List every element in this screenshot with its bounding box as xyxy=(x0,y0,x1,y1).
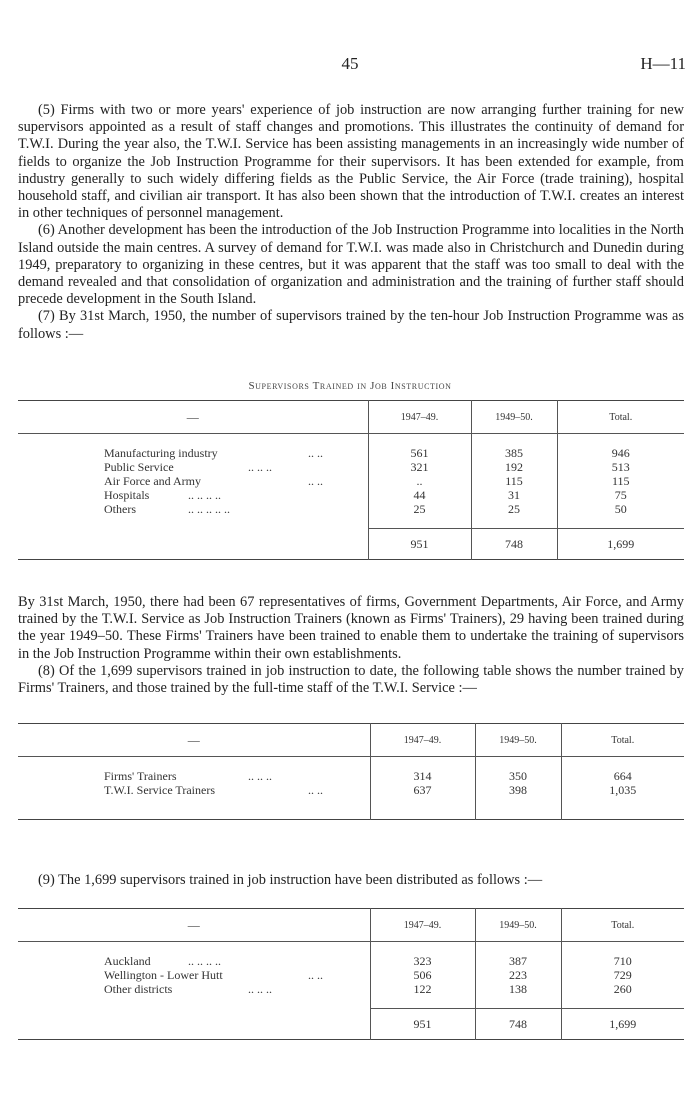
paragraph-9-block xyxy=(18,872,684,889)
cell-total: 710 xyxy=(561,954,684,968)
table1-header-1949-50: 1949–50. xyxy=(471,401,557,434)
leader-dots: .. .. .. .. .. xyxy=(188,502,230,516)
cell-1947-49: 321 xyxy=(368,460,471,474)
row-label: Hospitals xyxy=(104,488,150,502)
table2-header-label: — xyxy=(18,724,370,757)
row-label: Firms' Trainers xyxy=(104,769,177,783)
row-label: Air Force and Army xyxy=(104,474,201,488)
cell-1947-49: 561 xyxy=(368,446,471,460)
paragraphs-after-table1 xyxy=(18,594,684,697)
row-label: T.W.I. Service Trainers xyxy=(104,783,215,797)
cell-1949-50: 223 xyxy=(475,968,561,982)
table2-header-total: Total. xyxy=(561,724,684,757)
totals-row xyxy=(18,1009,684,1040)
row-label: Others xyxy=(104,502,136,516)
table3-header-1947-49: 1947–49. xyxy=(370,909,475,942)
total-1949-50: 748 xyxy=(471,529,557,560)
total-1947-49: 951 xyxy=(370,1009,475,1040)
table-row xyxy=(18,460,684,474)
table-row xyxy=(18,769,684,783)
table1-caption: Supervisors Trained in Job Instruction xyxy=(248,380,452,392)
cell-1949-50: 387 xyxy=(475,954,561,968)
leader-dots: .. .. .. .. xyxy=(188,954,221,968)
paragraph-7: (7) By 31st March, 1950, the number of supervisors trained by the ten-hour Job Instruction Programme was as follows :— xyxy=(18,308,684,342)
table-row xyxy=(18,968,684,982)
row-label: Other districts xyxy=(104,982,173,996)
cell-1947-49: 44 xyxy=(368,488,471,502)
row-label: Manufacturing industry xyxy=(104,446,218,460)
leader-dots: .. .. xyxy=(308,474,323,488)
cell-1947-49: 506 xyxy=(370,968,475,982)
leader-dots: .. .. .. .. xyxy=(188,488,221,502)
cell-total: 946 xyxy=(557,446,684,460)
table1-header-1947-49: 1947–49. xyxy=(368,401,471,434)
row-label: Auckland xyxy=(104,954,151,968)
paragraph-trainers: By 31st March, 1950, there had been 67 representatives of firms, Government Departments, Air Force, and Army trained by the T.W.I. Service as Job Instruction Trainers (known as Firms' Trainers), 29 having been trained during the year 1949–50. These Firms' Trainers have been trained to enable them to undertake the training of supervisors in the Job Instruction Programme within their own establishments. xyxy=(18,594,684,662)
table-row xyxy=(18,488,684,502)
cell-1947-49: 122 xyxy=(370,982,475,996)
paragraph-8: (8) Of the 1,699 supervisors trained in job instruction to date, the following table shows the number trained by Firms' Trainers, and those trained by the full-time staff of the T.W.I. Service :— xyxy=(18,662,684,697)
cell-1947-49: 637 xyxy=(370,783,475,797)
table1-header-total: Total. xyxy=(557,401,684,434)
table2-header-1947-49: 1947–49. xyxy=(370,724,475,757)
cell-1947-49: 314 xyxy=(370,769,475,783)
cell-1947-49: .. xyxy=(368,474,471,488)
cell-1949-50: 398 xyxy=(475,783,561,797)
table-row xyxy=(18,502,684,516)
table-row xyxy=(18,474,684,488)
paragraphs-5-7 xyxy=(18,102,684,343)
cell-1949-50: 31 xyxy=(471,488,557,502)
table-supervisors-trained xyxy=(18,400,684,560)
paragraph-9: (9) The 1,699 supervisors trained in job instruction have been distributed as follows :— xyxy=(38,872,543,888)
table2-header-1949-50: 1949–50. xyxy=(475,724,561,757)
total-overall: 1,699 xyxy=(561,1009,684,1040)
total-1947-49: 951 xyxy=(368,529,471,560)
table3-header-1949-50: 1949–50. xyxy=(475,909,561,942)
table3-header-total: Total. xyxy=(561,909,684,942)
page-number: 45 xyxy=(341,54,359,73)
cell-1949-50: 350 xyxy=(475,769,561,783)
table3-header-label: — xyxy=(18,909,370,942)
leader-dots: .. .. .. xyxy=(248,982,272,996)
paragraph-5: (5) Firms with two or more years' experience of job instruction are now arranging further training for new supervisors appointed as a result of staff changes and promotions. This illustrates the continuity of demand for T.W.I. During the year also, the T.W.I. Service has been assisting managements in an increasingly wide number of fields to organize the Job Instruction Programme for their supervisors. It has been extended for example, from industry generally to such widely differing fields as the Public Service, the Air Force (trade training), hospital household staff, and civilian air transport. It has also been shown that the introduction of T.W.I. creates an interest in other techniques of personnel management. xyxy=(18,102,684,222)
table-trainer-type xyxy=(18,723,684,820)
cell-1949-50: 115 xyxy=(471,474,557,488)
cell-total: 729 xyxy=(561,968,684,982)
cell-1949-50: 138 xyxy=(475,982,561,996)
cell-1949-50: 192 xyxy=(471,460,557,474)
total-1949-50: 748 xyxy=(475,1009,561,1040)
cell-total: 75 xyxy=(557,488,684,502)
leader-dots: .. .. xyxy=(308,446,323,460)
totals-row xyxy=(18,529,684,560)
cell-total: 115 xyxy=(557,474,684,488)
leader-dots: .. .. .. xyxy=(248,769,272,783)
leader-dots: .. .. xyxy=(308,783,323,797)
cell-total: 513 xyxy=(557,460,684,474)
table-row xyxy=(18,783,684,797)
paragraph-6: (6) Another development has been the introduction of the Job Instruction Programme into localities in the North Island outside the main centres. A survey of demand for T.W.I. was made also in Christchurch and Dunedin during 1949, preparatory to organizing in these centres, but it was apparent that the staff was too small to deal with the demand revealed and that consolidation of organization and administration and the training of further staff should precede development in the South Island. xyxy=(18,222,684,308)
table-distribution xyxy=(18,908,684,1040)
cell-1949-50: 385 xyxy=(471,446,557,460)
document-reference: H—11 xyxy=(640,54,686,73)
cell-total: 260 xyxy=(561,982,684,996)
cell-total: 1,035 xyxy=(561,783,684,797)
cell-1949-50: 25 xyxy=(471,502,557,516)
table-row xyxy=(18,446,684,460)
cell-1947-49: 323 xyxy=(370,954,475,968)
row-label: Wellington - Lower Hutt xyxy=(104,968,223,982)
leader-dots: .. .. .. xyxy=(248,460,272,474)
table-row xyxy=(18,982,684,996)
table1-header-label: — xyxy=(18,401,368,434)
row-label: Public Service xyxy=(104,460,174,474)
cell-1947-49: 25 xyxy=(368,502,471,516)
table-row xyxy=(18,954,684,968)
cell-total: 664 xyxy=(561,769,684,783)
total-overall: 1,699 xyxy=(557,529,684,560)
cell-total: 50 xyxy=(557,502,684,516)
leader-dots: .. .. xyxy=(308,968,323,982)
